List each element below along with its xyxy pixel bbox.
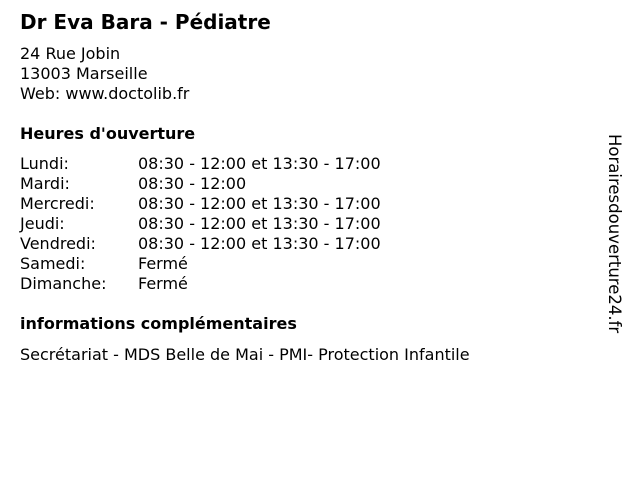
hours-row-saturday: [20, 254, 381, 274]
hours-time: Fermé: [138, 254, 188, 273]
address-web: Web: www.doctolib.fr: [20, 84, 190, 103]
hours-day: Jeudi:: [20, 214, 65, 233]
hours-day: Dimanche:: [20, 274, 107, 293]
hours-time: Fermé: [138, 274, 188, 293]
page-title: Dr Eva Bara - Pédiatre: [20, 10, 271, 34]
address-street: 24 Rue Jobin: [20, 44, 121, 63]
hours-row-friday: [20, 234, 381, 254]
hours-day: Vendredi:: [20, 234, 96, 253]
opening-hours-table: [20, 154, 381, 294]
site-watermark: Horairesdouverture24.fr: [605, 134, 624, 334]
additional-info-heading: informations complémentaires: [20, 314, 297, 333]
hours-heading: Heures d'ouverture: [20, 124, 196, 143]
hours-day: Mercredi:: [20, 194, 95, 213]
hours-row-thursday: [20, 214, 381, 234]
hours-row-sunday: [20, 274, 381, 294]
hours-row-monday: [20, 154, 381, 174]
hours-time: 08:30 - 12:00: [138, 174, 247, 193]
hours-day: Lundi:: [20, 154, 69, 173]
hours-time: 08:30 - 12:00 et 13:30 - 17:00: [138, 234, 381, 253]
hours-day: Mardi:: [20, 174, 70, 193]
hours-row-tuesday: [20, 174, 381, 194]
additional-info-text: Secrétariat - MDS Belle de Mai - PMI- Protection Infantile: [20, 345, 470, 364]
hours-day: Samedi:: [20, 254, 86, 273]
hours-time: 08:30 - 12:00 et 13:30 - 17:00: [138, 194, 381, 213]
hours-row-wednesday: [20, 194, 381, 214]
hours-time: 08:30 - 12:00 et 13:30 - 17:00: [138, 154, 381, 173]
address-city: 13003 Marseille: [20, 64, 148, 83]
address-block: [20, 44, 189, 104]
hours-time: 08:30 - 12:00 et 13:30 - 17:00: [138, 214, 381, 233]
